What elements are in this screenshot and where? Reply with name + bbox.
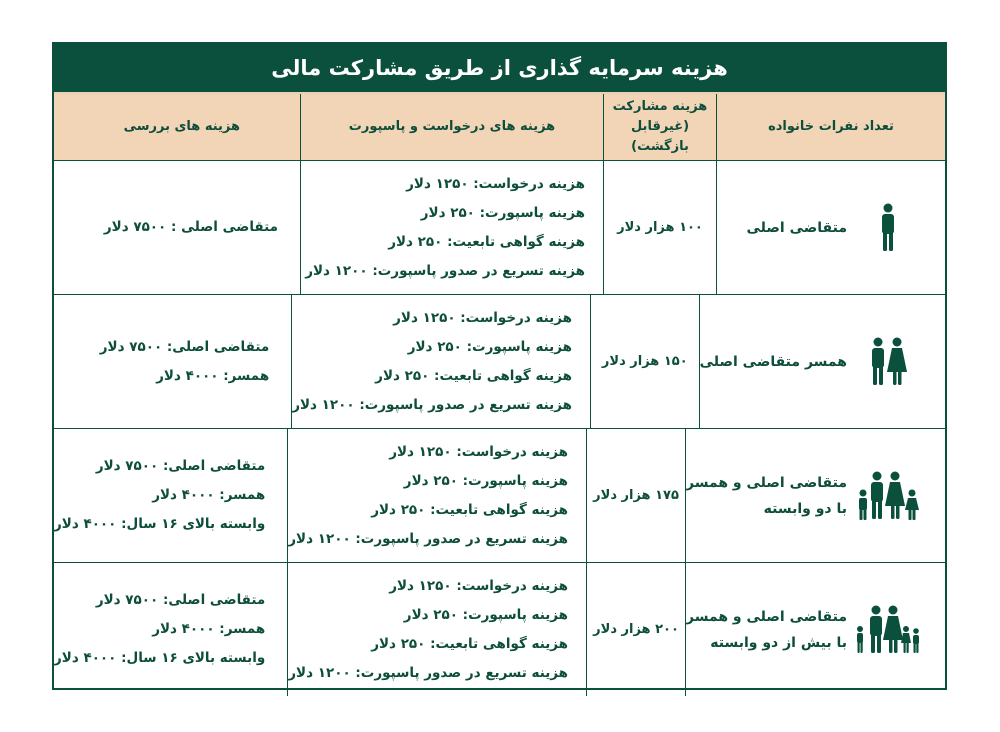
review-costs: متقاضی اصلی: ۷۵۰۰ دلار همسر: ۴۰۰۰ دلار وابسته بالای ۱۶ سال: ۴۰۰۰ دلار	[54, 458, 266, 532]
review-costs: متقاضی اصلی: ۷۵۰۰ دلار همسر: ۴۰۰۰ دلار وابسته بالای ۱۶ سال: ۴۰۰۰ دلار	[54, 592, 266, 666]
review-costs: متقاضی اصلی : ۷۵۰۰ دلار	[103, 219, 278, 235]
family-label: همسر متقاضی اصلی	[699, 353, 847, 370]
fee-cell: ۲۰۰ هزار دلار	[586, 563, 686, 696]
person-icon	[853, 203, 923, 253]
fee-cell: ۱۰۰ هزار دلار	[603, 161, 717, 294]
table-row	[54, 563, 945, 696]
header-application: هزینه های درخواست و پاسپورت	[300, 94, 603, 160]
family-cell	[686, 563, 945, 696]
family-cell	[686, 429, 945, 562]
large-family-icon	[853, 605, 923, 655]
header-family: تعداد نفرات خانواده	[768, 119, 894, 134]
table-title: هزینه سرمایه گذاری از طریق مشارکت مالی	[54, 44, 945, 94]
application-costs: هزینه درخواست: ۱۲۵۰ دلار هزینه پاسپورت: ۲۵۰ دلار هزینه گواهی تابعیت: ۲۵۰ دلار هزینه تسریع در صدور پاسپورت: ۱۲۰۰ دلار	[287, 563, 586, 696]
cost-table	[52, 42, 947, 690]
header-fee	[603, 94, 717, 160]
header-fee-line1: هزینه مشارکت	[612, 99, 708, 114]
table-row	[54, 161, 945, 295]
family-label: متقاضی اصلی و همسر با بیش از دو وابسته	[686, 608, 847, 651]
fee-cell: ۱۵۰ هزار دلار	[590, 295, 700, 428]
application-costs: هزینه درخواست: ۱۲۵۰ دلار هزینه پاسپورت: ۲۵۰ دلار هزینه گواهی تابعیت: ۲۵۰ دلار هزینه تسریع در صدور پاسپورت: ۱۲۰۰ دلار	[287, 429, 586, 562]
family-label: متقاضی اصلی	[746, 219, 847, 236]
application-costs: هزینه درخواست: ۱۲۵۰ دلار هزینه پاسپورت: ۲۵۰ دلار هزینه گواهی تابعیت: ۲۵۰ دلار هزینه تسریع در صدور پاسپورت: ۱۲۰۰ دلار	[291, 295, 590, 428]
fee-cell: ۱۷۵ هزار دلار	[586, 429, 686, 562]
table-row	[54, 295, 945, 429]
family-cell	[700, 295, 945, 428]
application-costs: هزینه درخواست: ۱۲۵۰ دلار هزینه پاسپورت: ۲۵۰ دلار هزینه گواهی تابعیت: ۲۵۰ دلار هزینه تسریع در صدور پاسپورت: ۱۲۰۰ دلار	[300, 161, 603, 294]
table-row	[54, 429, 945, 563]
couple-icon	[853, 337, 923, 387]
header-row	[54, 94, 945, 161]
header-fee-line2: (غیرقابل بازگشت)	[630, 119, 690, 154]
family-of-four-icon	[853, 471, 923, 521]
review-costs: متقاضی اصلی: ۷۵۰۰ دلار همسر: ۴۰۰۰ دلار	[99, 338, 270, 384]
family-label: متقاضی اصلی و همسر با دو وابسته	[686, 474, 847, 517]
family-cell	[717, 161, 945, 294]
header-review: هزینه های بررسی	[123, 119, 240, 134]
